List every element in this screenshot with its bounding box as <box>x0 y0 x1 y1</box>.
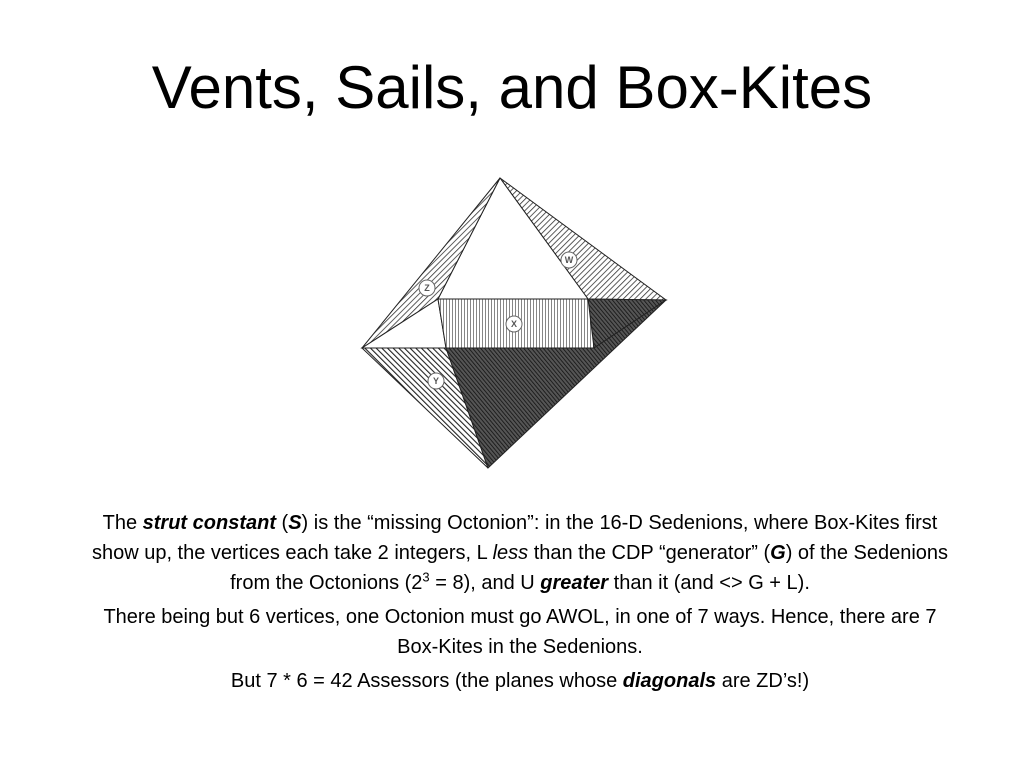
term-strut-constant: strut constant <box>142 512 276 534</box>
box-kite-figure <box>350 170 680 480</box>
svg-text:Z: Z <box>424 283 430 293</box>
text-run: ) of the Sedenions from the Octonions (2 <box>230 542 949 594</box>
term-s: S <box>288 512 302 534</box>
term-greater: greater <box>540 572 609 594</box>
term-less: less <box>492 542 529 564</box>
exponent: 3 <box>422 569 430 585</box>
term-g: G <box>770 542 786 564</box>
text-run: than it (and <> G + L). <box>608 572 810 594</box>
text-run: But 7 * 6 = 42 Assessors (the planes whose <box>230 670 623 692</box>
text-run: = 8), and U <box>429 572 541 594</box>
paragraph-assessors <box>90 666 950 696</box>
label-w <box>561 252 577 268</box>
svg-text:Y: Y <box>432 376 440 386</box>
label-z <box>419 280 435 296</box>
label-y <box>428 373 444 389</box>
term-diagonals: diagonals <box>622 670 717 692</box>
slide-body <box>90 508 950 700</box>
slide-title: Vents, Sails, and Box-Kites <box>151 54 873 121</box>
box-kite-diagram <box>350 170 680 480</box>
text-run: ) is the “missing Octonion”: in the 16-D Sedenions, where Box-Kites first show up, the vertices each take 2 integers, L <box>91 512 938 564</box>
text-run: are ZD’s!) <box>716 670 810 692</box>
label-x <box>506 316 522 332</box>
text-run: The <box>102 512 143 534</box>
text-run: ( <box>275 512 289 534</box>
text-run: than the CDP “generator” ( <box>528 542 771 564</box>
paragraph-strut-constant <box>90 508 950 598</box>
svg-text:W: W <box>564 255 574 265</box>
paragraph-vertices: There being but 6 vertices, one Octonion must go AWOL, in one of 7 ways. Hence, there are 7 Box-Kites in the Sedenions. <box>103 606 937 658</box>
svg-text:X: X <box>510 319 518 329</box>
face-w-lower <box>588 299 666 348</box>
